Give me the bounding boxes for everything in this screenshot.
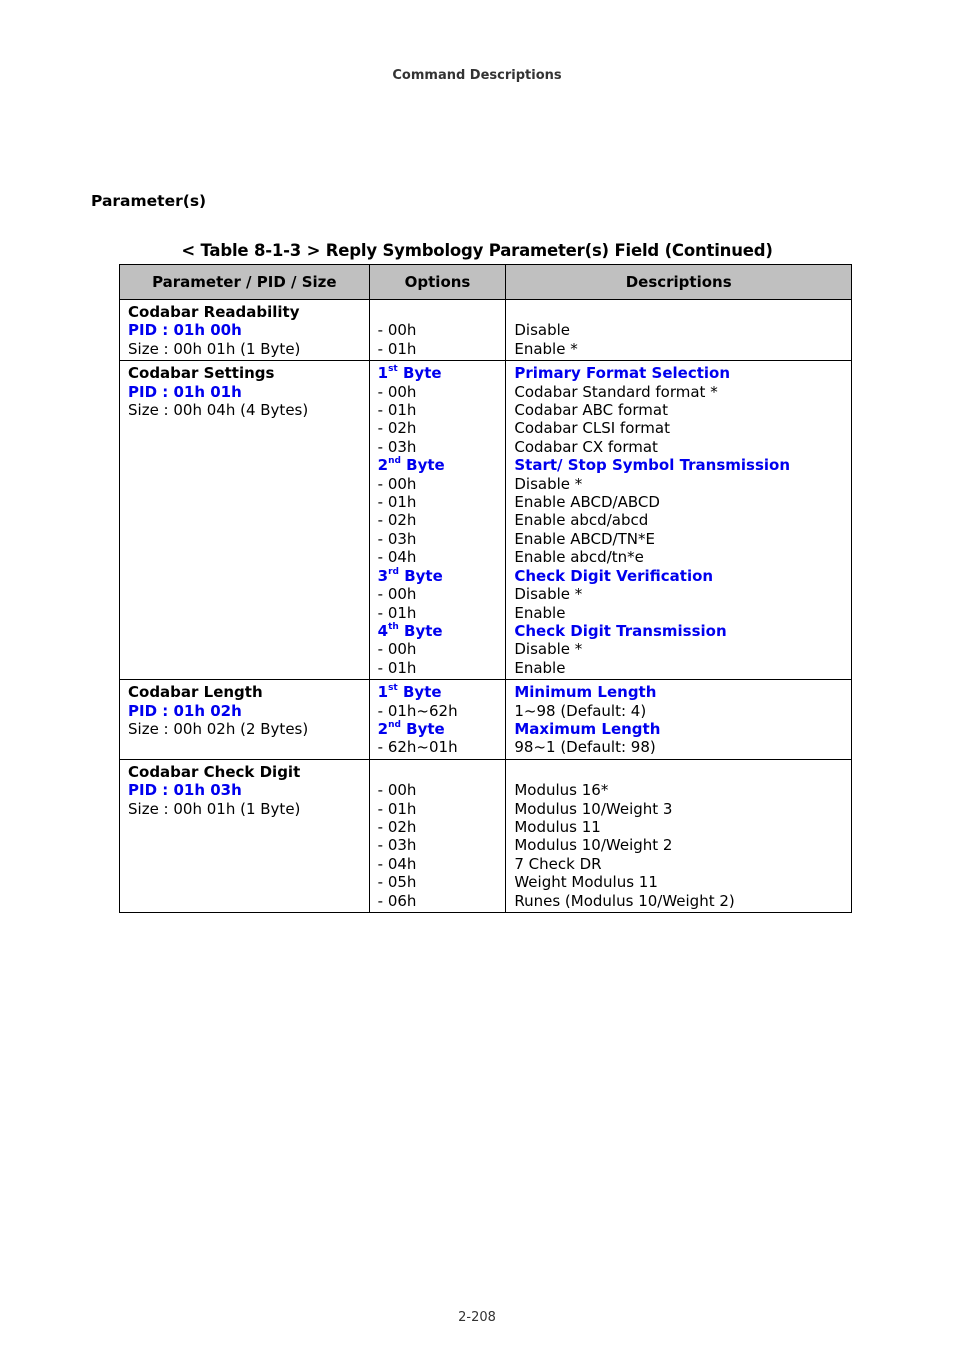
description-value: Enable ABCD/ABCD bbox=[514, 493, 660, 512]
description-title: Maximum Length bbox=[514, 719, 661, 738]
options-cell bbox=[369, 361, 506, 680]
description-value: Runes (Modulus 10/Weight 2) bbox=[514, 891, 735, 910]
option-value: - 01h bbox=[377, 603, 417, 622]
option-value: - 03h bbox=[377, 437, 417, 456]
option-value: - 06h bbox=[377, 891, 417, 910]
parameter-size: Size : 00h 04h (4 Bytes) bbox=[128, 401, 309, 420]
option-value: - 62h~01h bbox=[377, 738, 458, 757]
parameter-pid: PID : 01h 03h bbox=[128, 781, 242, 800]
option-value: - 01h bbox=[377, 339, 417, 358]
description-title: Minimum Length bbox=[514, 683, 657, 702]
description-value: Enable bbox=[514, 658, 566, 677]
parameter-cell bbox=[120, 680, 370, 760]
byte-label: 2nd Byte bbox=[377, 456, 445, 475]
descriptions-cell bbox=[506, 361, 852, 680]
option-value: - 00h bbox=[377, 640, 417, 659]
byte-label: 1st Byte bbox=[377, 364, 442, 383]
parameter-pid: PID : 01h 02h bbox=[128, 701, 242, 720]
column-header-options: Options bbox=[369, 265, 506, 300]
running-header: Command Descriptions bbox=[392, 68, 562, 83]
description-value: Disable * bbox=[514, 585, 583, 604]
descriptions-cell bbox=[506, 300, 852, 361]
description-value: Codabar ABC format bbox=[514, 401, 668, 420]
description-value: Enable abcd/tn*e bbox=[514, 548, 644, 567]
descriptions-cell bbox=[506, 759, 852, 912]
option-value: - 00h bbox=[377, 585, 417, 604]
description-value: Enable bbox=[514, 603, 566, 622]
option-value: - 01h~62h bbox=[377, 701, 458, 720]
table-header-row bbox=[120, 265, 852, 300]
description-value: Enable * bbox=[514, 339, 578, 358]
table-caption: < Table 8-1-3 > Reply Symbology Parameter(s) Field (Continued) bbox=[181, 241, 773, 260]
descriptions-cell bbox=[506, 680, 852, 760]
description-value: Enable abcd/abcd bbox=[514, 511, 649, 530]
parameter-size: Size : 00h 01h (1 Byte) bbox=[128, 799, 301, 818]
page-number: 2-208 bbox=[458, 1310, 496, 1325]
option-value: - 04h bbox=[377, 854, 417, 873]
section-heading: Parameter(s) bbox=[91, 192, 207, 210]
description-value: 7 Check DR bbox=[514, 854, 602, 873]
parameter-pid: PID : 01h 01h bbox=[128, 382, 242, 401]
description-value: 1~98 (Default: 4) bbox=[514, 701, 647, 720]
byte-label: 3rd Byte bbox=[377, 566, 443, 585]
description-value: Enable ABCD/TN*E bbox=[514, 529, 655, 548]
parameter-size: Size : 00h 02h (2 Bytes) bbox=[128, 719, 309, 738]
option-value: - 01h bbox=[377, 658, 417, 677]
option-value: - 03h bbox=[377, 529, 417, 548]
option-value: - 03h bbox=[377, 836, 417, 855]
description-value: Modulus 16* bbox=[514, 781, 609, 800]
description-value: Disable * bbox=[514, 640, 583, 659]
parameter-name: Codabar Check Digit bbox=[128, 762, 301, 781]
description-value: Weight Modulus 11 bbox=[514, 873, 658, 892]
option-value: - 00h bbox=[377, 321, 417, 340]
parameter-cell bbox=[120, 361, 370, 680]
option-value: - 01h bbox=[377, 401, 417, 420]
byte-label: 1st Byte bbox=[377, 683, 442, 702]
option-value: - 01h bbox=[377, 493, 417, 512]
parameter-name: Codabar Readability bbox=[128, 303, 300, 321]
option-value: - 02h bbox=[377, 817, 417, 836]
option-value: - 00h bbox=[377, 781, 417, 800]
options-cell bbox=[369, 759, 506, 912]
parameter-cell bbox=[120, 300, 370, 361]
parameter-size: Size : 00h 01h (1 Byte) bbox=[128, 339, 301, 358]
description-value: 98~1 (Default: 98) bbox=[514, 738, 656, 757]
description-value: Modulus 10/Weight 3 bbox=[514, 799, 673, 818]
option-value: - 05h bbox=[377, 873, 417, 892]
table-row bbox=[120, 759, 852, 912]
parameter-table bbox=[119, 264, 852, 913]
options-cell bbox=[369, 300, 506, 361]
parameter-name: Codabar Length bbox=[128, 683, 263, 702]
parameter-name: Codabar Settings bbox=[128, 364, 275, 383]
table-row bbox=[120, 361, 852, 680]
byte-label: 2nd Byte bbox=[377, 719, 445, 738]
option-value: - 04h bbox=[377, 548, 417, 567]
option-value: - 00h bbox=[377, 382, 417, 401]
description-value: Codabar Standard format * bbox=[514, 382, 718, 401]
description-value: Modulus 10/Weight 2 bbox=[514, 836, 673, 855]
description-title: Check Digit Verification bbox=[514, 566, 714, 585]
options-cell bbox=[369, 680, 506, 760]
description-value: Codabar CLSI format bbox=[514, 419, 670, 438]
description-title: Check Digit Transmission bbox=[514, 621, 727, 640]
parameter-pid: PID : 01h 00h bbox=[128, 321, 242, 340]
description-title: Primary Format Selection bbox=[514, 364, 731, 383]
column-header-parameter: Parameter / PID / Size bbox=[120, 265, 370, 300]
table-row bbox=[120, 680, 852, 760]
byte-label: 4th Byte bbox=[377, 621, 443, 640]
table-row bbox=[120, 300, 852, 361]
option-value: - 00h bbox=[377, 474, 417, 493]
description-value: Modulus 11 bbox=[514, 817, 601, 836]
option-value: - 02h bbox=[377, 419, 417, 438]
description-value: Disable * bbox=[514, 474, 583, 493]
description-value: Disable bbox=[514, 321, 571, 340]
description-value: Codabar CX format bbox=[514, 437, 658, 456]
description-title: Start/ Stop Symbol Transmission bbox=[514, 456, 791, 475]
parameter-cell bbox=[120, 759, 370, 912]
column-header-descriptions: Descriptions bbox=[506, 265, 852, 300]
option-value: - 01h bbox=[377, 799, 417, 818]
option-value: - 02h bbox=[377, 511, 417, 530]
